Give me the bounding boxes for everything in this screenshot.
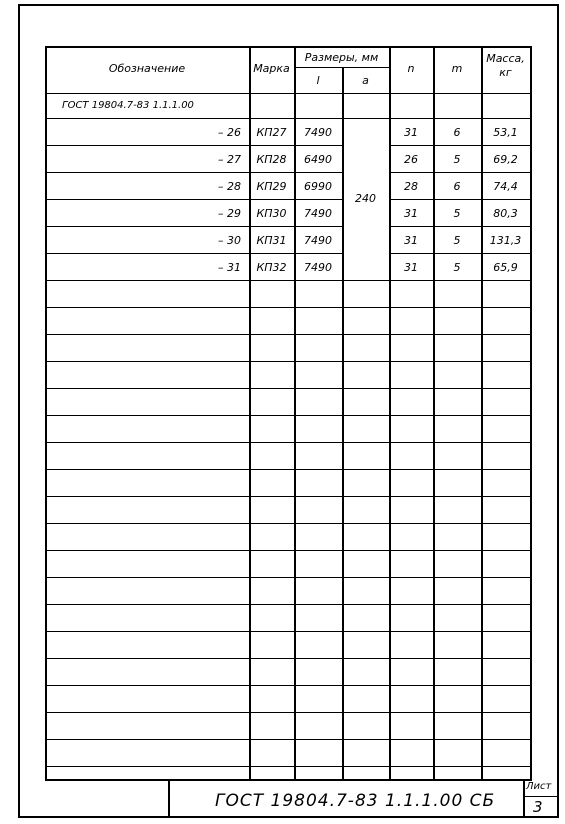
row-designation: – 31 [218,261,241,274]
row-mass: 131,3 [489,234,522,247]
row-line [45,172,342,173]
row-line [45,469,530,470]
mark-header: Марка [253,62,290,75]
row-line [45,685,530,686]
table-bottom-border [45,779,532,781]
row-line [45,496,530,497]
row-mass: 69,2 [493,153,518,166]
row-line [45,388,530,389]
m-header: m [451,62,463,75]
row-line [45,361,530,362]
sheet-box-left-line [523,779,525,817]
row-designation: – 29 [218,207,241,220]
row-line [45,739,530,740]
row-m: 6 [453,180,461,193]
row-m: 6 [453,126,461,139]
row-line [45,766,530,767]
row-line [45,442,530,443]
row-mass: 74,4 [493,180,518,193]
row-n: 26 [404,153,418,166]
row-line [45,415,530,416]
row-l: 7490 [304,126,332,139]
n-header: n [407,62,415,75]
row-mark: КП30 [256,207,287,220]
row-l: 6490 [304,153,332,166]
row-l: 7490 [304,261,332,274]
row-line [45,712,530,713]
row-designation: – 26 [218,126,241,139]
row-line [45,307,530,308]
l-header: l [316,74,320,87]
sheet-label: Лист [526,781,552,792]
row-line [45,334,530,335]
row-line [45,226,342,227]
row-line [45,631,530,632]
row-line [45,577,530,578]
row-l: 6990 [304,180,332,193]
row-line [45,604,530,605]
row-line [45,199,342,200]
row-line [45,523,530,524]
row-mass: 65,9 [493,261,518,274]
row-line [389,145,530,146]
row-m: 5 [453,153,461,166]
row-mass: 53,1 [493,126,518,139]
table-right-border [530,46,532,779]
mass-header-2: кг [499,66,512,79]
row-n: 31 [404,261,418,274]
sheet-number: 3 [533,798,543,816]
row-n: 31 [404,234,418,247]
row-designation: – 28 [218,180,241,193]
row-designation: – 27 [218,153,241,166]
sheet-box-divider [523,796,558,797]
row-line [389,253,530,254]
row-line [45,280,530,281]
row-mark: КП27 [256,126,287,139]
group-title: ГОСТ 19804.7-83 1.1.1.00 [62,100,194,111]
dimensions-subline [294,67,389,68]
row-mass: 80,3 [493,207,518,220]
row-line [45,145,342,146]
document-code: ГОСТ 19804.7-83 1.1.1.00 СБ [215,791,496,811]
dimensions-header: Размеры, мм [304,51,379,64]
row-mark: КП29 [256,180,287,193]
dimension-a-value: 240 [355,192,376,205]
row-line [45,550,530,551]
row-line [45,658,530,659]
row-m: 5 [453,261,461,274]
row-n: 31 [404,126,418,139]
designation-header: Обозначение [108,62,186,75]
row-n: 31 [404,207,418,220]
row-l: 7490 [304,234,332,247]
header-bottom-line [45,93,530,94]
row-l: 7490 [304,207,332,220]
row-line [389,226,530,227]
row-line [389,199,530,200]
table-top-border [45,46,530,48]
row-m: 5 [453,234,461,247]
row-mark: КП28 [256,153,287,166]
row-m: 5 [453,207,461,220]
row-mark: КП31 [256,234,287,247]
row-n: 28 [404,180,418,193]
row-designation: – 30 [218,234,241,247]
row-line [389,172,530,173]
group-row-line [45,118,530,119]
mass-header-1: Масса, [486,52,525,65]
row-line [45,253,342,254]
a-header: a [362,74,369,87]
title-block-left-line [168,779,170,817]
row-mark: КП32 [256,261,287,274]
col-line [342,67,344,779]
